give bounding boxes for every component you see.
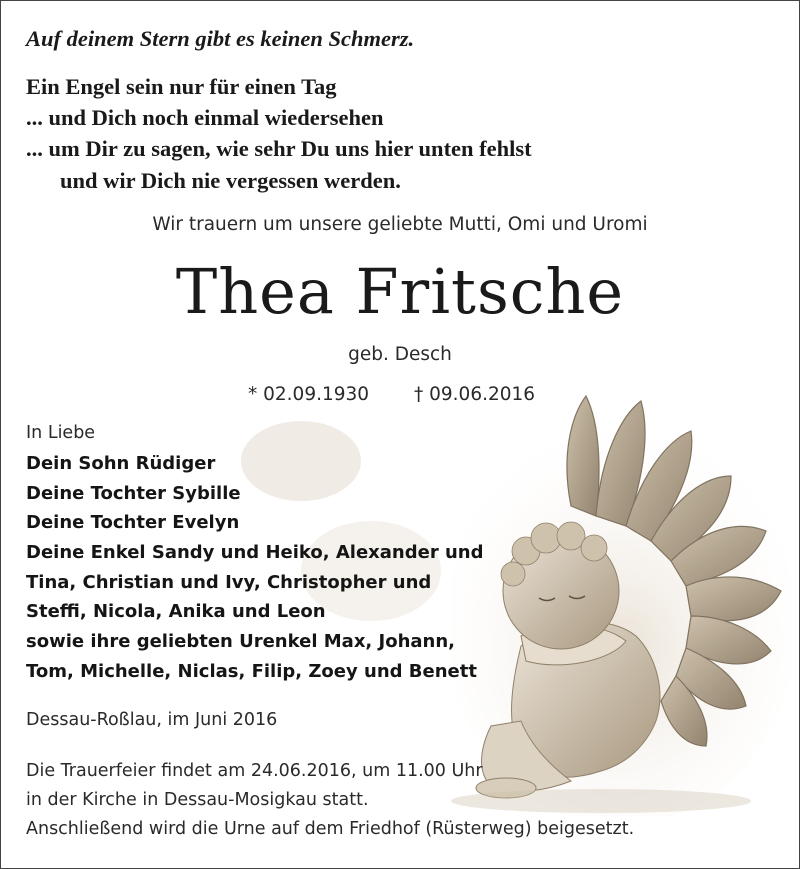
intro-text: Wir trauern um unsere geliebte Mutti, Omi und Uromi xyxy=(152,214,648,235)
mourner-line: Deine Tochter Evelyn xyxy=(26,512,240,533)
maiden-name: geb. Desch xyxy=(348,344,452,365)
mourner-line: Deine Enkel Sandy und Heiko, Alexander und xyxy=(26,542,484,563)
place-date: Dessau-Roßlau, im Juni 2016 xyxy=(26,710,278,730)
mourner-line: Dein Sohn Rüdiger xyxy=(26,453,216,474)
mourners-intro: In Liebe xyxy=(26,423,96,443)
funeral-line-1: Die Trauerfeier findet am 24.06.2016, um 11.00 Uhr xyxy=(26,761,483,781)
mourner-line: sowie ihre geliebten Urenkel Max, Johann, xyxy=(26,631,456,652)
funeral-line-3: Anschließend wird die Urne auf dem Friedhof (Rüsterweg) beigesetzt. xyxy=(26,819,635,839)
mourner-line: Tina, Christian und Ivy, Christopher und xyxy=(26,572,432,593)
mourner-line: Deine Tochter Sybille xyxy=(26,483,241,504)
poem-line-4: und wir Dich nie vergessen werden. xyxy=(60,168,401,193)
poem-line-1: Ein Engel sein nur für einen Tag xyxy=(26,74,337,99)
birth-date: * 02.09.1930 xyxy=(248,384,370,405)
poem-title: Auf deinem Stern gibt es keinen Schmerz. xyxy=(26,26,415,51)
funeral-line-2: in der Kirche in Dessau-Mosigkau statt. xyxy=(26,790,369,810)
mourner-line: Steffi, Nicola, Anika und Leon xyxy=(26,601,326,622)
mourner-line: Tom, Michelle, Niclas, Filip, Zoey und Benett xyxy=(26,661,477,682)
deceased-name: Thea Fritsche xyxy=(175,255,625,328)
poem-line-2: ... und Dich noch einmal wiedersehen xyxy=(26,105,384,130)
angel-figurine-icon xyxy=(451,386,791,816)
death-date: † 09.06.2016 xyxy=(414,384,536,405)
poem-line-3: ... um Dir zu sagen, wie sehr Du uns hier unten fehlst xyxy=(26,136,532,161)
